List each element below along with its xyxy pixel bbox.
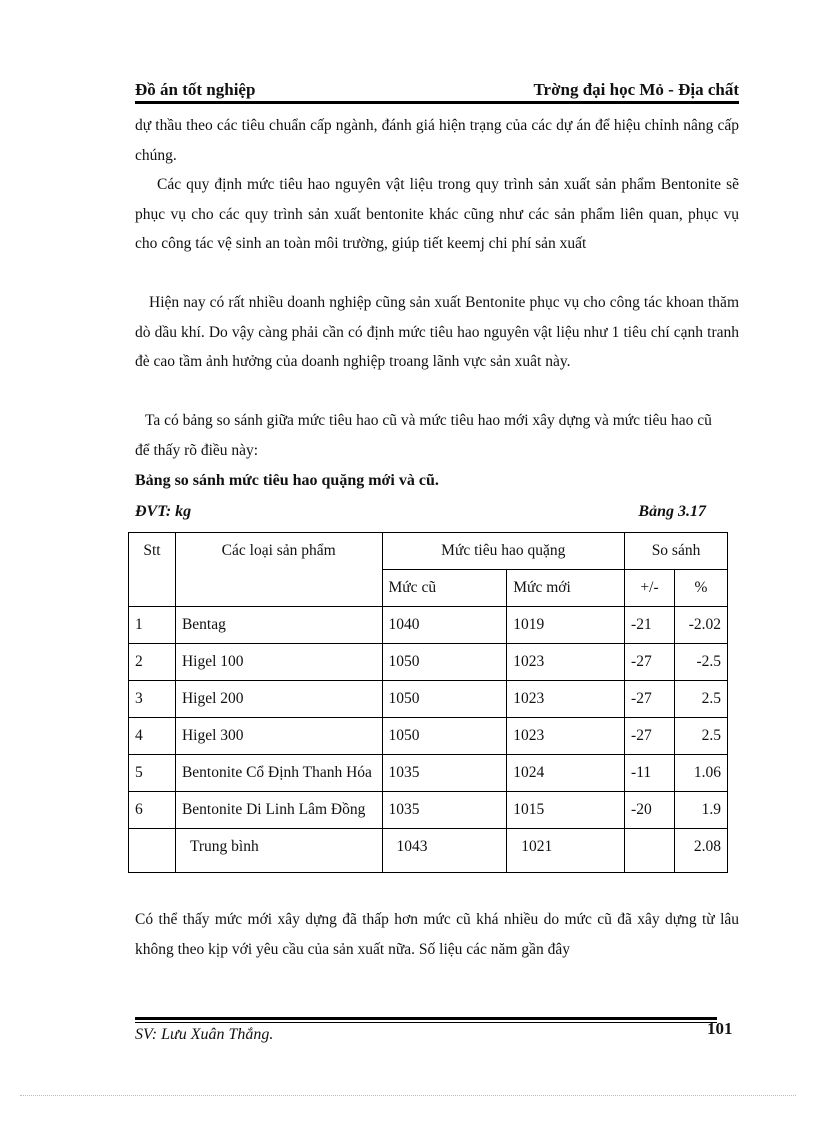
table-total-row bbox=[129, 829, 728, 873]
cell-old: 1040 bbox=[382, 607, 507, 644]
cell-pct: 2.5 bbox=[674, 718, 727, 755]
cell-old: 1035 bbox=[382, 755, 507, 792]
cell-stt: 3 bbox=[129, 681, 176, 718]
cell-diff: -11 bbox=[625, 755, 675, 792]
table-row bbox=[129, 644, 728, 681]
closing-paragraph: Có thể thấy mức mới xây dựng đã thấp hơn mức cũ khá nhiều do mức cũ đã xây dựng từ lâu không theo kịp với yêu cầu của sản xuất nữa. Số liệu các năm gần đây bbox=[135, 911, 739, 958]
table-number: Bảng 3.17 bbox=[638, 503, 706, 520]
cell-old: 1035 bbox=[382, 792, 507, 829]
cell-pct: -2.5 bbox=[674, 644, 727, 681]
cell-pct: -2.02 bbox=[674, 607, 727, 644]
cell-stt: 4 bbox=[129, 718, 176, 755]
cell-new: 1023 bbox=[507, 718, 625, 755]
header-old: Mức cũ bbox=[382, 570, 507, 607]
footer-divider-thin bbox=[135, 1022, 717, 1023]
paragraph-4: Ta có bảng so sánh giữa mức tiêu hao cũ và mức tiêu hao mới xây dựng và mức tiêu hao cũ để thấy rõ điều này: bbox=[135, 412, 712, 459]
page-bottom-border bbox=[20, 1095, 796, 1096]
header-left: Đồ án tốt nghiệp bbox=[135, 80, 256, 99]
table-header-row bbox=[129, 533, 728, 570]
footer-author: SV: Lưu Xuân Thắng. bbox=[135, 1026, 274, 1043]
cell-stt bbox=[129, 829, 176, 873]
cell-new: 1024 bbox=[507, 755, 625, 792]
cell-old: 1050 bbox=[382, 644, 507, 681]
cell-new: 1019 bbox=[507, 607, 625, 644]
header-right: Trờng đại học Mỏ - Địa chất bbox=[533, 80, 739, 99]
cell-stt: 6 bbox=[129, 792, 176, 829]
cell-new: 1023 bbox=[507, 681, 625, 718]
cell-stt: 2 bbox=[129, 644, 176, 681]
cell-old: 1050 bbox=[382, 718, 507, 755]
cell-product: Higel 300 bbox=[175, 718, 382, 755]
table-row bbox=[129, 607, 728, 644]
table-caption: Bảng so sánh mức tiêu hao quặng mới và cũ. bbox=[135, 472, 439, 489]
cell-pct: 2.08 bbox=[674, 829, 727, 873]
cell-product: Trung bình bbox=[175, 829, 382, 873]
cell-product: Higel 100 bbox=[175, 644, 382, 681]
footer-divider bbox=[135, 1017, 717, 1020]
cell-pct: 2.5 bbox=[674, 681, 727, 718]
cell-pct: 1.9 bbox=[674, 792, 727, 829]
table-row bbox=[129, 718, 728, 755]
header-compare: So sánh bbox=[625, 533, 728, 570]
page-number: 101 bbox=[707, 1019, 733, 1038]
cell-product: Bentag bbox=[175, 607, 382, 644]
cell-diff: -27 bbox=[625, 644, 675, 681]
header-pct: % bbox=[674, 570, 727, 607]
cell-stt: 1 bbox=[129, 607, 176, 644]
header-consumption: Mức tiêu hao quặng bbox=[382, 533, 625, 570]
paragraph-1: dự thầu theo các tiêu chuẩn cấp ngành, đánh giá hiện trạng của các dự án để hiệu chỉnh nâng cấp chúng. bbox=[135, 117, 739, 164]
header-product: Các loại sản phẩm bbox=[175, 533, 382, 607]
header-divider bbox=[135, 101, 739, 104]
cell-new: 1023 bbox=[507, 644, 625, 681]
cell-new: 1015 bbox=[507, 792, 625, 829]
header-new: Mức mới bbox=[507, 570, 625, 607]
cell-old: 1050 bbox=[382, 681, 507, 718]
cell-new: 1021 bbox=[507, 829, 625, 873]
consumption-table bbox=[128, 532, 728, 873]
cell-diff: -21 bbox=[625, 607, 675, 644]
unit-label: ĐVT: kg bbox=[135, 503, 192, 520]
paragraph-3: Hiện nay có rất nhiều doanh nghiệp cũng sản xuất Bentonite phục vụ cho công tác khoan thăm dò dầu khí. Do vậy càng phải cần có định mức tiêu hao nguyên vật liệu như 1 tiêu chí cạnh tranh đè cao tầm ảnh hưởng của doanh nghiệp troang lãnh vực sản xuât này. bbox=[135, 294, 739, 370]
table-row bbox=[129, 755, 728, 792]
cell-product: Bentonite Cổ Định Thanh Hóa bbox=[175, 755, 382, 792]
paragraph-2: Các quy định mức tiêu hao nguyên vật liệu trong quy trình sản xuất sản phẩm Bentonite sẽ phục vụ cho các quy trình sản xuất bentonite khác cũng như các sản phẩm liên quan, phục vụ cho công tác vệ sinh an toàn môi trường, giúp tiết keemj chi phí sản xuất bbox=[135, 176, 739, 252]
cell-product: Bentonite Di Linh Lâm Đồng bbox=[175, 792, 382, 829]
cell-diff: -27 bbox=[625, 681, 675, 718]
cell-product: Higel 200 bbox=[175, 681, 382, 718]
table-row bbox=[129, 681, 728, 718]
table-row bbox=[129, 792, 728, 829]
cell-old: 1043 bbox=[382, 829, 507, 873]
cell-diff: -20 bbox=[625, 792, 675, 829]
cell-diff: -27 bbox=[625, 718, 675, 755]
cell-diff bbox=[625, 829, 675, 873]
cell-stt: 5 bbox=[129, 755, 176, 792]
cell-pct: 1.06 bbox=[674, 755, 727, 792]
header-stt: Stt bbox=[129, 533, 176, 607]
header-diff: +/- bbox=[625, 570, 675, 607]
